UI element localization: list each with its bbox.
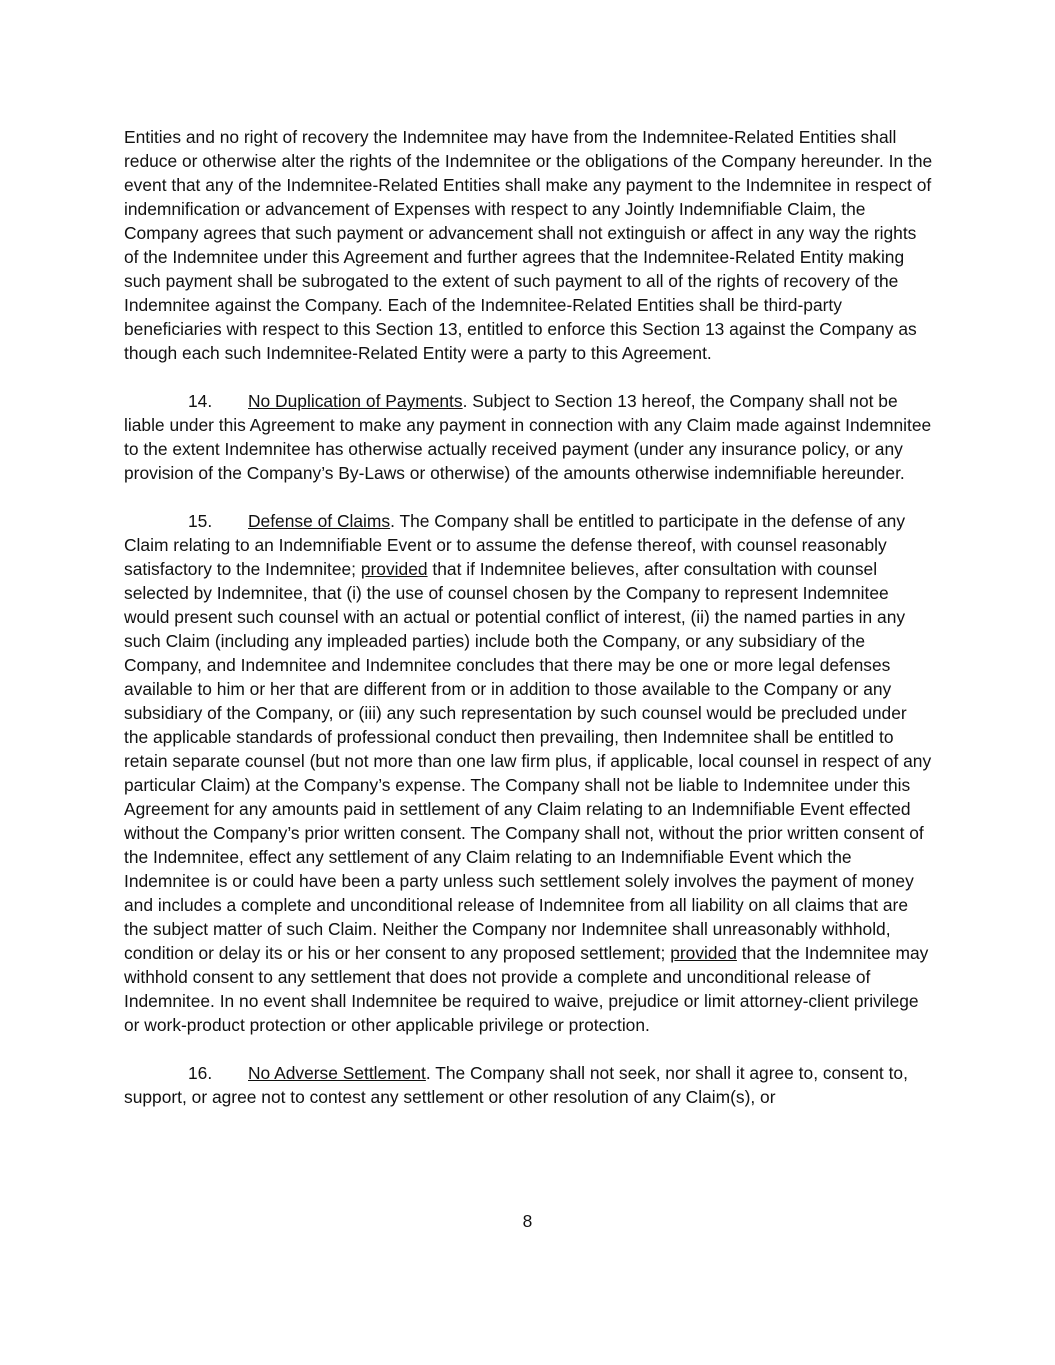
section-15-heading: Defense of Claims (248, 511, 391, 531)
section-14-heading: No Duplication of Payments (248, 391, 463, 411)
section-14-paragraph (124, 389, 934, 485)
page-number: 8 (522, 1211, 533, 1231)
section-16-heading: No Adverse Settlement (248, 1063, 426, 1083)
section-15-provided-2: provided (670, 943, 737, 963)
section-14-number: 14. (188, 391, 213, 411)
section-15-number: 15. (188, 511, 213, 531)
section-16-text: . The Company shall not seek, nor shall it agree to, consent to, support, or agree not to contest any settlement or other resolution of any Claim(s), or (124, 1063, 908, 1107)
section-16-number: 16. (188, 1063, 213, 1083)
document-page (124, 125, 934, 1133)
section-15-provided-1: provided (360, 559, 428, 579)
section-15-text-2: that if Indemnitee believes, after consultation with counsel selected by Indemnitee, that (i) the use of counsel chosen by the Company to represent Indemnitee would present such counsel with an actual or potential conflict of interest, (ii) the named parties in any such Claim (including any impleaded parties) include both the Company, or any subsidiary of the Company, and Indemnitee and Indemnitee concludes that there may be one or more legal defenses available to him or her that are different from or in addition to those available to the Company or any subsidiary of the Company, or (iii) any such representation by such counsel would be precluded under the applicable standards of professional conduct then prevailing, then Indemnitee shall be entitled to retain separate counsel (but not more than one law firm plus, if applicable, local counsel in respect of any particular Claim) at the Company’s expense. The Company shall not be liable to Indemnitee under this Agreement for any amounts paid in settlement of any Claim relating to an Indemnifiable Event effected without the Company’s prior written consent. The Company shall not, without the prior written consent of the Indemnitee, effect any settlement of any Claim relating to an Indemnifiable Event which the Indemnitee is or could have been a party unless such settlement solely involves the payment of money and includes a complete and unconditional release of Indemnitee from all liability on all claims that are the subject matter of such Claim. Neither the Company nor Indemnitee shall unreasonably withhold, condition or delay its or his or her consent to any proposed settlement; (124, 559, 932, 963)
section-15-text-1: . The Company shall be entitled to participate in the defense of any Claim relating to an Indemnifiable Event or to assume the defense thereof, with counsel reasonably satisfactory to the Indemnitee; (124, 511, 906, 579)
section-15-text-3: that the Indemnitee may withhold consent to any settlement that does not provide a complete and unconditional release of Indemnitee. In no event shall Indemnitee be required to waive, prejudice or limit attorney-client privilege or work-product protection or other applicable privilege or protection. (124, 943, 929, 1035)
section-15-paragraph (124, 509, 934, 1037)
section-16-paragraph (124, 1061, 934, 1109)
section-14-text: . Subject to Section 13 hereof, the Company shall not be liable under this Agreement to make any payment in connection with any Claim made against Indemnitee to the extent Indemnitee has otherwise actually received payment (under any insurance policy, or any provision of the Company’s By-Laws or otherwise) of the amounts otherwise indemnifiable hereunder. (124, 391, 932, 483)
continuation-paragraph: Entities and no right of recovery the Indemnitee may have from the Indemnitee-Related Entities shall reduce or otherwise alter the rights of the Indemnitee or the obligations of the Company hereunder. In the event that any of the Indemnitee-Related Entities shall make any payment to the Indemnitee in respect of indemnification or advancement of Expenses with respect to any Jointly Indemnifiable Claim, the Company agrees that such payment or advancement shall not extinguish or affect in any way the rights of the Indemnitee under this Agreement and further agrees that the Indemnitee-Related Entity making such payment shall be subrogated to the extent of such payment to all of the rights of recovery of the Indemnitee against the Company. Each of the Indemnitee-Related Entities shall be third-party beneficiaries with respect to this Section 13, entitled to enforce this Section 13 against the Company as though each such Indemnitee-Related Entity were a party to this Agreement. (124, 127, 933, 363)
